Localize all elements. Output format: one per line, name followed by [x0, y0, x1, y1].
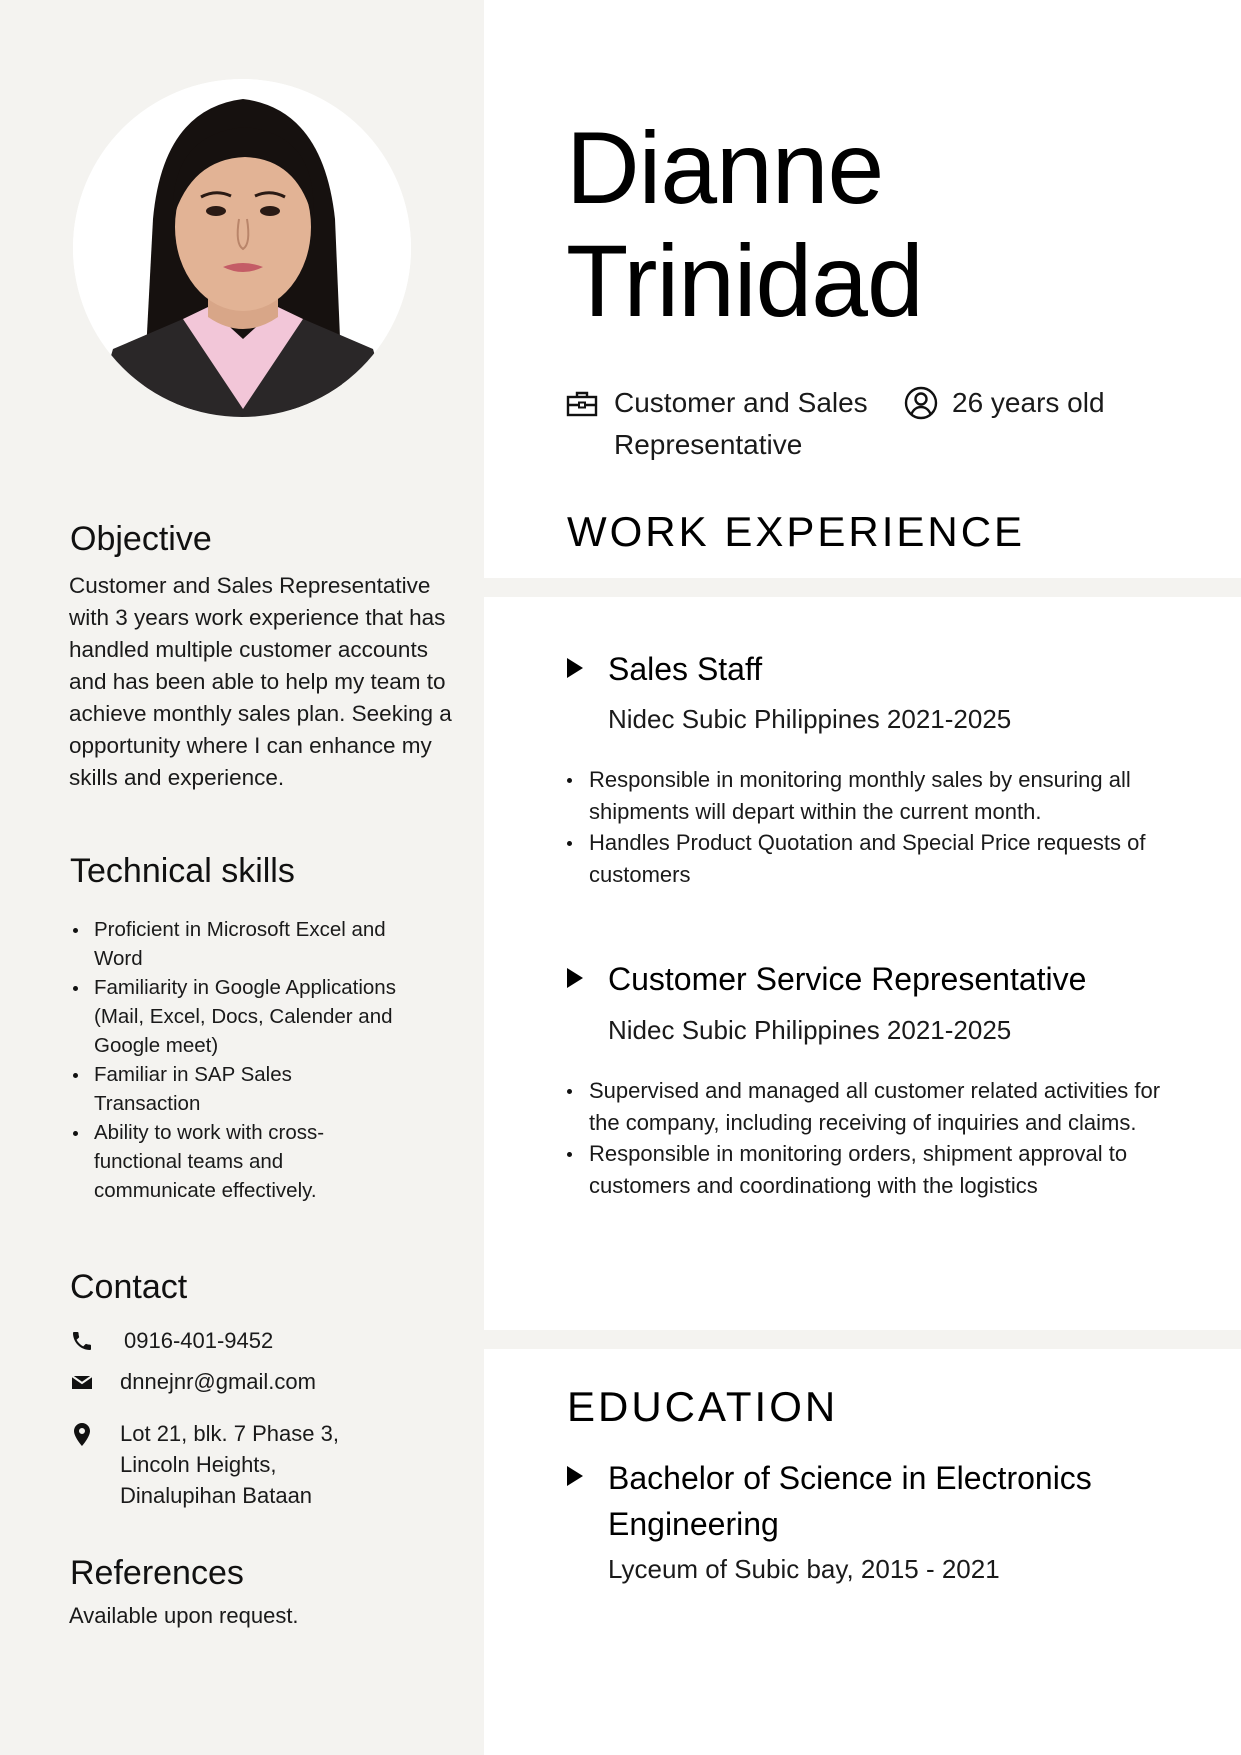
envelope-icon	[70, 1370, 96, 1396]
degree-line2: Engineering	[608, 1506, 779, 1542]
sidebar	[0, 0, 484, 1755]
skill-item: Familiarity in Google Applications (Mail, Excel, Docs, Calender and Google meet)	[70, 973, 400, 1060]
briefcase-icon	[566, 388, 598, 430]
job-bullet-item: Responsible in monitoring orders, shipment approval to customers and coordinationg with the logistics	[565, 1138, 1165, 1201]
triangle-bullet-icon	[567, 968, 583, 988]
job-bullet-item: Handles Product Quotation and Special Price requests of customers	[565, 827, 1165, 890]
job-bullet-item: Responsible in monitoring monthly sales by ensuring all shipments will depart within the current month.	[565, 764, 1165, 827]
profile-photo	[73, 79, 411, 417]
job-title: Sales Staff	[608, 651, 763, 687]
education-heading: EDUCATION	[567, 1383, 839, 1430]
objective-text: Customer and Sales Representative with 3 years work experience that has handled multiple customer accounts and has been able to help my team to achieve monthly sales plan. Seeking a opportunity where I can enhance my skills and experience.	[69, 573, 452, 790]
name-heading	[566, 112, 923, 338]
phone-text: 0916-401-9452	[124, 1328, 274, 1353]
job-bullet-item: Supervised and managed all customer related activities for the company, including receiving of inquiries and claims.	[565, 1075, 1165, 1138]
degree-line1: Bachelor of Science in Electronics	[608, 1460, 1092, 1496]
contact-heading: Contact	[70, 1268, 188, 1306]
skill-item: Ability to work with cross-functional teams and communicate effectively.	[70, 1118, 400, 1205]
section-divider	[484, 1330, 1241, 1349]
skill-item: Proficient in Microsoft Excel and Word	[70, 915, 400, 973]
skills-heading: Technical skills	[70, 852, 295, 890]
objective-heading: Objective	[70, 520, 212, 558]
job-bullets	[565, 1075, 1165, 1201]
map-pin-icon	[70, 1422, 96, 1448]
age-text: 26 years old	[952, 387, 1105, 418]
address-text: Lot 21, blk. 7 Phase 3, Lincoln Heights, Dinalupihan Bataan	[120, 1421, 339, 1508]
section-divider	[484, 578, 1241, 597]
job-bullets	[565, 764, 1165, 890]
first-name: Dianne	[566, 111, 884, 225]
references-text: Available upon request.	[69, 1603, 299, 1628]
job-company: Nidec Subic Philippines 2021-2025	[608, 1015, 1012, 1045]
degree-title	[608, 1455, 1092, 1547]
phone-icon	[70, 1329, 96, 1355]
role-line1: Customer and Sales	[614, 387, 868, 418]
user-circle-icon	[904, 386, 938, 432]
school-text: Lyceum of Subic bay, 2015 - 2021	[608, 1554, 1000, 1584]
triangle-bullet-icon	[567, 658, 583, 678]
role-line2: Representative	[614, 429, 803, 460]
skill-item: Familiar in SAP Sales Transaction	[70, 1060, 400, 1118]
email-text: dnnejnr@gmail.com	[120, 1369, 316, 1394]
skills-list	[70, 915, 400, 1205]
work-heading: WORK EXPERIENCE	[567, 508, 1026, 555]
job-title: Customer Service Representative	[608, 961, 1087, 997]
triangle-bullet-icon	[567, 1466, 583, 1486]
job-company: Nidec Subic Philippines 2021-2025	[608, 704, 1012, 734]
last-name: Trinidad	[566, 224, 923, 338]
references-heading: References	[70, 1554, 244, 1592]
